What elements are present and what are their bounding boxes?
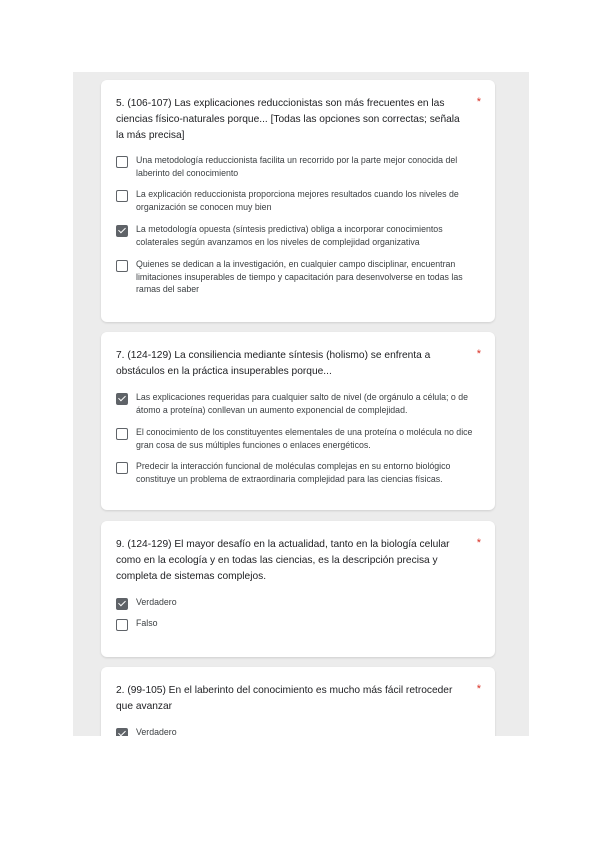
checkbox-unchecked-icon[interactable] (116, 462, 128, 474)
checkbox-option[interactable] (116, 391, 476, 416)
checkbox-option[interactable] (116, 426, 476, 451)
option-label: Verdadero (136, 727, 177, 736)
option-label: La explicación reduccionista proporciona mejores resultados cuando los niveles de organización se conocen muy bien (136, 189, 459, 212)
option-label: Predecir la interacción funcional de moléculas complejas en su entorno biológico constituye un problema de extraordinaria complejidad para las ciencias físicas. (136, 461, 451, 484)
checkbox-option[interactable] (116, 460, 476, 485)
checkbox-checked-icon[interactable] (116, 225, 128, 237)
option-label: Una metodología reduccionista facilita un recorrido por la parte mejor conocida del laberinto del conocimiento (136, 155, 458, 178)
checkbox-unchecked-icon[interactable] (116, 260, 128, 272)
option-label: El conocimiento de los constituyentes elementales de una proteína o molécula no dice gran cosa de sus múltiples funciones o enlaces energéticos. (136, 427, 473, 450)
question-title: 2. (99-105) En el laberinto del conocimiento es mucho más fácil retroceder que avanzar (116, 685, 453, 712)
form-background (73, 72, 529, 736)
question-title: 7. (124-129) La consiliencia mediante síntesis (holismo) se enfrenta a obstáculos en la práctica insuperables porque... (116, 350, 431, 377)
checkbox-unchecked-icon[interactable] (116, 156, 128, 168)
question-card-5 (101, 80, 495, 322)
option-label: Las explicaciones requeridas para cualquier salto de nivel (de orgánulo a célula; o de átomo a proteína) conllevan un aumento exponencial de complejidad. (136, 392, 469, 415)
checkbox-unchecked-icon[interactable] (116, 619, 128, 631)
option-label: Verdadero (136, 597, 177, 607)
checkbox-option[interactable] (116, 188, 476, 213)
required-asterisk: * (476, 683, 481, 695)
checkbox-option[interactable] (116, 154, 476, 179)
checkbox-option[interactable] (116, 726, 476, 736)
question-title: 5. (106-107) Las explicaciones reduccionistas son más frecuentes en las ciencias físico-naturales porque... [Todas las opciones son correctas; señala la más precisa] (116, 98, 460, 141)
option-label: Quienes se dedican a la investigación, en cualquier campo disciplinar, encuentran limitaciones insuperables de tiempo y capacitación para desenvolverse en todas las ramas del saber (136, 259, 463, 294)
checkbox-unchecked-icon[interactable] (116, 428, 128, 440)
question-card-9 (101, 521, 495, 657)
checkbox-option[interactable] (116, 617, 476, 631)
checkbox-option[interactable] (116, 223, 476, 248)
checkbox-option[interactable] (116, 596, 476, 610)
checkbox-option[interactable] (116, 258, 476, 296)
question-title: 9. (124-129) El mayor desafío en la actualidad, tanto en la biología celular como en la ecología y en todas las ciencias, es la descripción precisa y completa de sistemas complejos. (116, 539, 450, 582)
option-label: La metodología opuesta (síntesis predictiva) obliga a incorporar conocimientos colaterales según avanzamos en los niveles de complejidad organizativa (136, 224, 443, 247)
required-asterisk: * (476, 96, 481, 108)
required-asterisk: * (476, 537, 481, 549)
checkbox-checked-icon[interactable] (116, 598, 128, 610)
checkbox-checked-icon[interactable] (116, 728, 128, 736)
option-label: Falso (136, 618, 158, 628)
question-card-2 (101, 667, 495, 736)
checkbox-unchecked-icon[interactable] (116, 190, 128, 202)
required-asterisk: * (476, 348, 481, 360)
question-card-7 (101, 332, 495, 510)
checkbox-checked-icon[interactable] (116, 393, 128, 405)
